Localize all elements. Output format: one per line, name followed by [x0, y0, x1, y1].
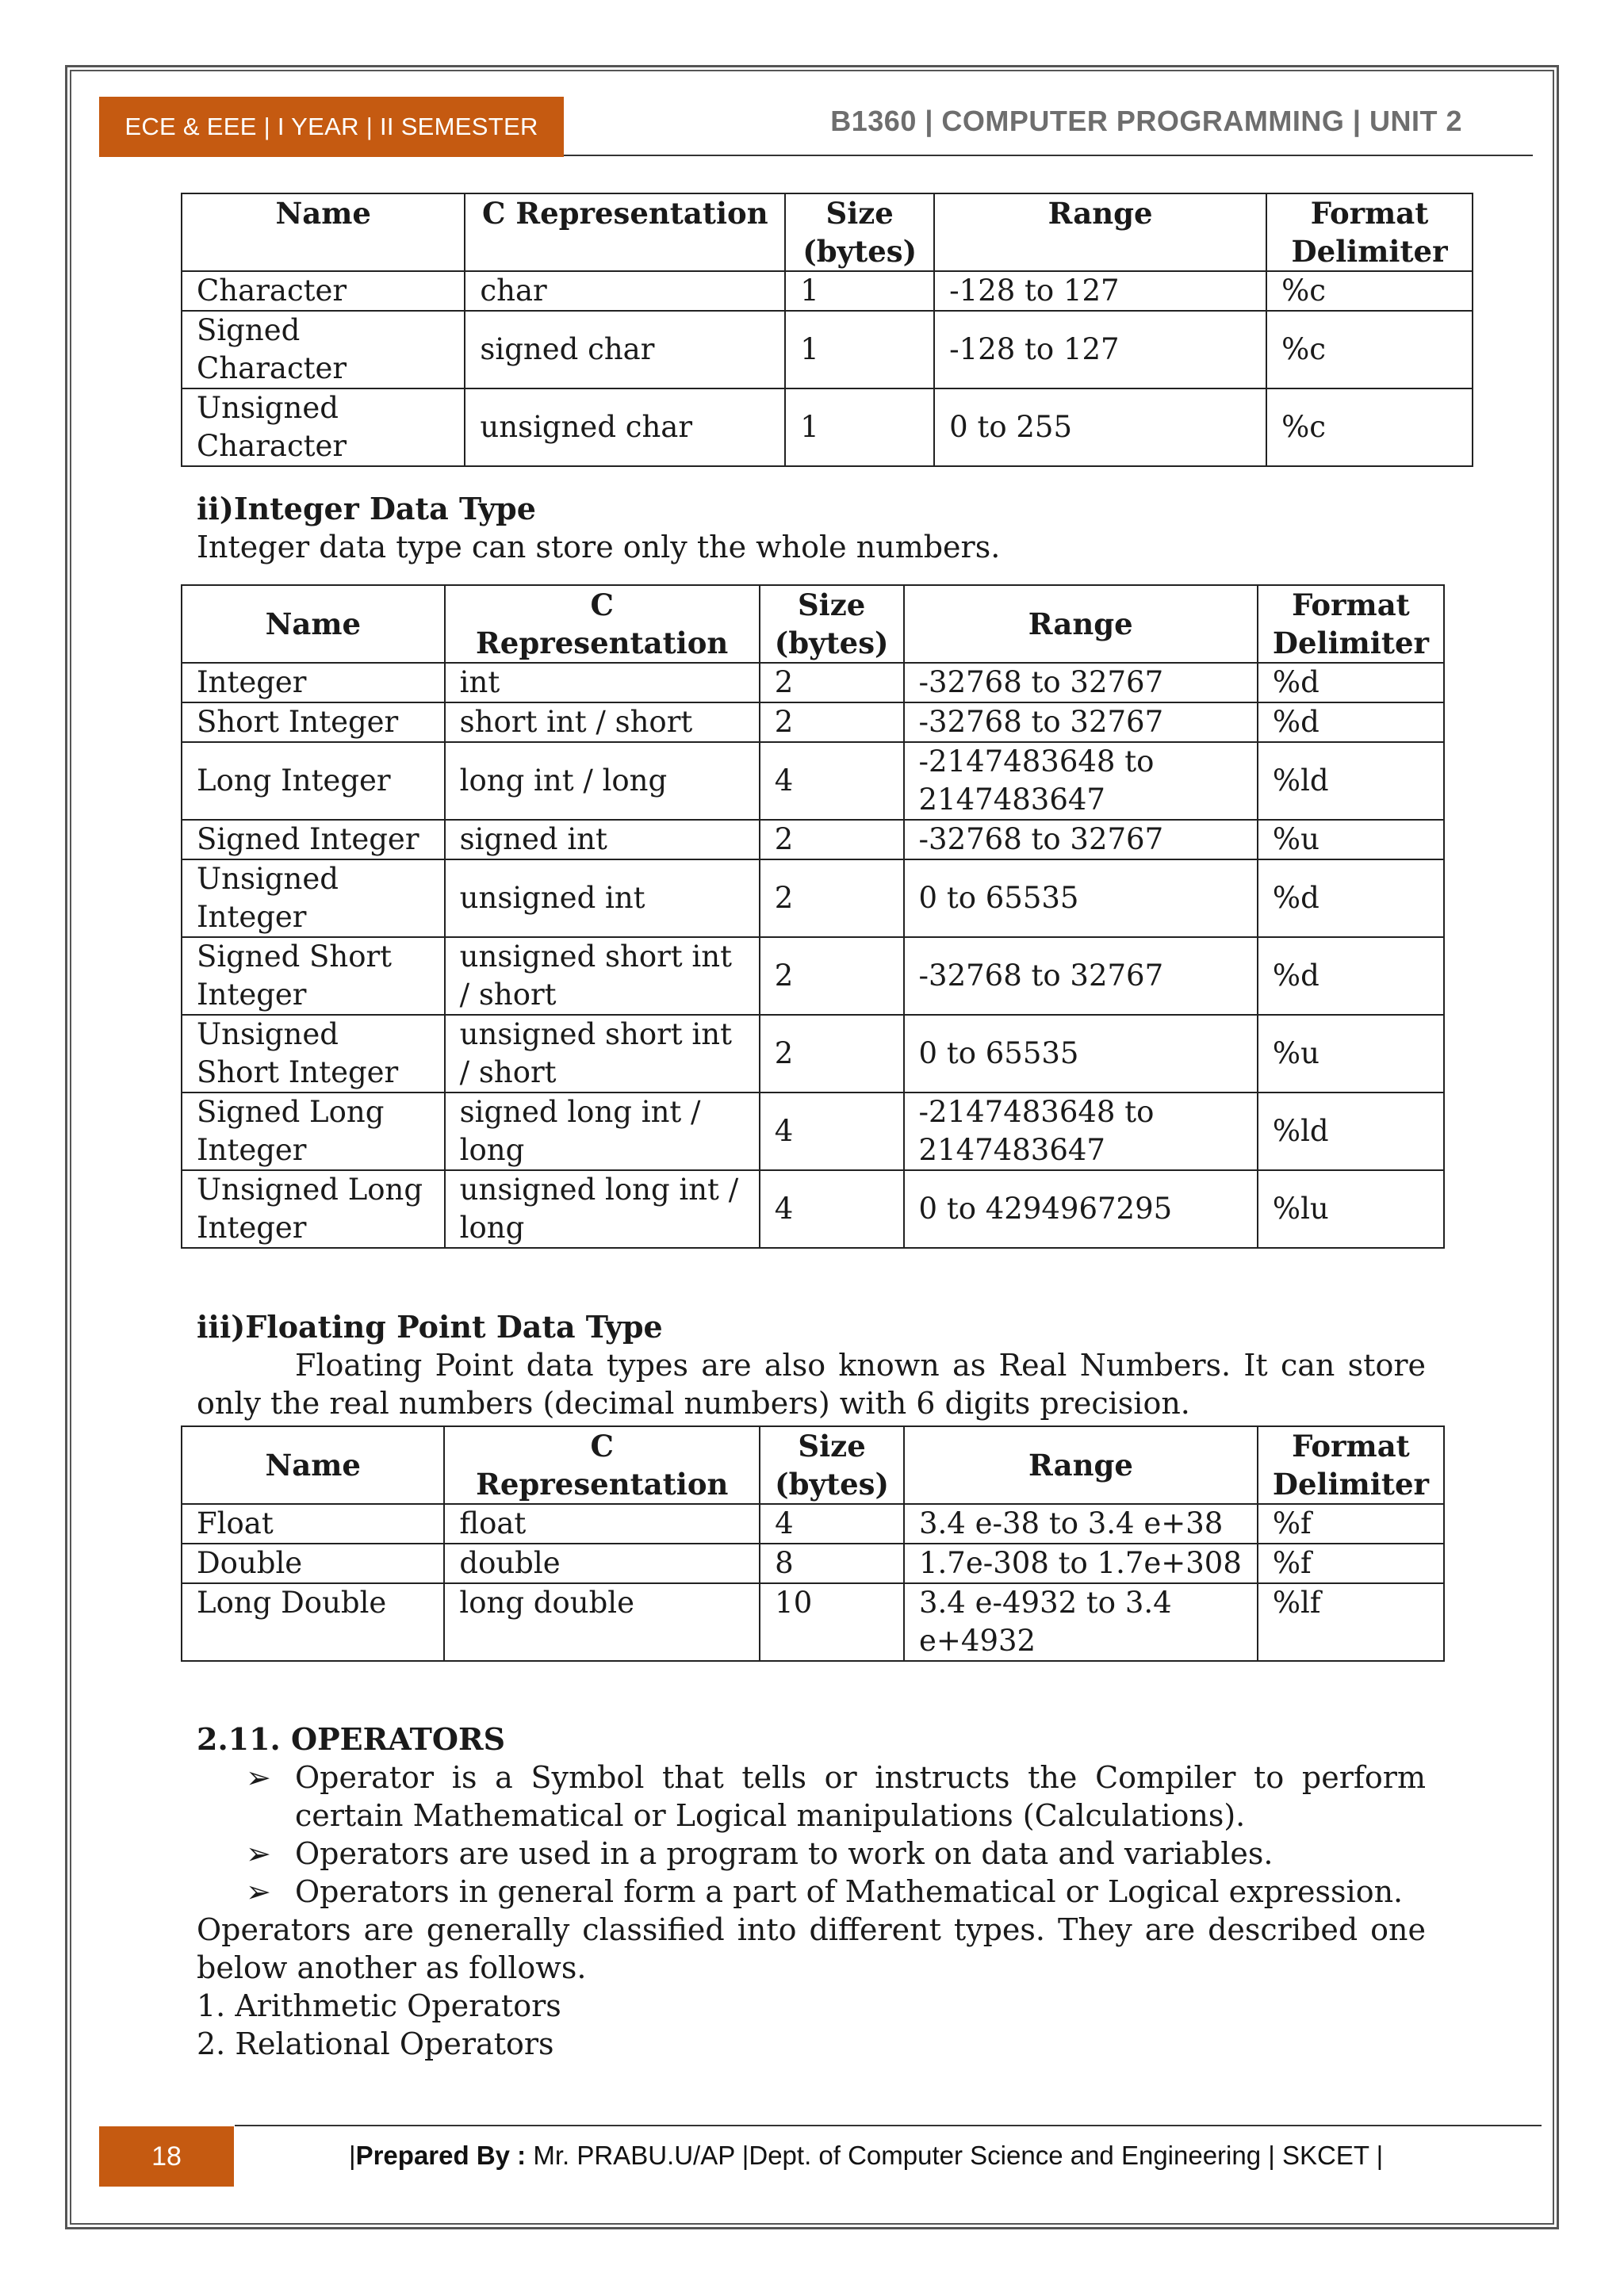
table-row — [182, 311, 1473, 388]
table-header-row — [182, 193, 1473, 271]
table-cell: long double — [444, 1583, 760, 1661]
arrow-bullet-icon: ➢ — [246, 1760, 271, 1795]
table-cell: -128 to 127 — [934, 311, 1266, 388]
table-row — [182, 742, 1444, 820]
operator-type-item: 2. Relational Operators — [197, 2026, 554, 2061]
table-cell: Long Integer — [182, 742, 445, 820]
table-cell: 1 — [785, 388, 934, 466]
table-cell: double — [444, 1544, 760, 1583]
table-cell: 4 — [760, 1504, 904, 1544]
column-header: Name — [182, 193, 465, 271]
footer-credits — [349, 2141, 1383, 2171]
operators-bullet-list — [197, 1758, 1426, 1911]
table-cell: signed int — [445, 820, 760, 859]
table-cell: %d — [1258, 663, 1444, 702]
column-header: Size (bytes) — [760, 1426, 904, 1504]
column-header: Name — [182, 1426, 444, 1504]
table-cell: 2 — [760, 859, 904, 937]
header-subject-title: B1360 | COMPUTER PROGRAMMING | UNIT 2 — [830, 105, 1462, 137]
table-cell: 2 — [760, 1015, 904, 1093]
header-rule — [564, 155, 1533, 156]
footer-prefix: | — [349, 2141, 356, 2170]
table-cell: %c — [1266, 311, 1473, 388]
table-cell: %lu — [1258, 1170, 1444, 1248]
table-cell: Unsigned Long Integer — [182, 1170, 445, 1248]
table-row — [182, 1093, 1444, 1170]
list-item — [197, 1835, 1426, 1873]
header-course-badge: ECE & EEE | I YEAR | II SEMESTER — [99, 97, 564, 157]
arrow-bullet-icon: ➢ — [246, 1874, 271, 1909]
table-cell: 0 to 255 — [934, 388, 1266, 466]
table-cell: 1 — [785, 311, 934, 388]
column-header: Range — [934, 193, 1266, 271]
table-cell: -32768 to 32767 — [904, 820, 1258, 859]
table-row — [182, 1015, 1444, 1093]
table-cell: 8 — [760, 1544, 904, 1583]
table-cell: char — [465, 271, 785, 311]
table-cell: int — [445, 663, 760, 702]
table-cell: Signed Long Integer — [182, 1093, 445, 1170]
table-cell: 0 to 65535 — [904, 859, 1258, 937]
table-cell: Short Integer — [182, 702, 445, 742]
table-cell: 1 — [785, 271, 934, 311]
table-cell: signed char — [465, 311, 785, 388]
integer-data-type-table — [181, 584, 1445, 1249]
table-row — [182, 859, 1444, 937]
operators-paragraph: Operators are generally classified into different types. They are described one below another as follows. — [197, 1912, 1426, 1985]
table-row — [182, 1544, 1444, 1583]
column-header: Range — [904, 1426, 1258, 1504]
table-cell: 4 — [760, 1093, 904, 1170]
table-cell: float — [444, 1504, 760, 1544]
table-cell: short int / short — [445, 702, 760, 742]
table-cell: %f — [1258, 1504, 1444, 1544]
table-cell: 3.4 e-38 to 3.4 e+38 — [904, 1504, 1258, 1544]
column-header: Size (bytes) — [785, 193, 934, 271]
table-cell: Unsigned Short Integer — [182, 1015, 445, 1093]
table-cell: 2 — [760, 820, 904, 859]
table-cell: %d — [1258, 937, 1444, 1015]
list-item — [197, 1873, 1426, 1911]
operators-heading: 2.11. OPERATORS — [197, 1721, 506, 1757]
table-cell: %u — [1258, 820, 1444, 859]
operator-type-item: 1. Arithmetic Operators — [197, 1988, 561, 2023]
table-cell: -32768 to 32767 — [904, 702, 1258, 742]
table-cell: %c — [1266, 388, 1473, 466]
table-cell: -2147483648 to 2147483647 — [904, 742, 1258, 820]
bullet-text: Operators in general form a part of Mathematical or Logical expression. — [295, 1874, 1404, 1909]
column-header: Size (bytes) — [760, 585, 904, 663]
table-cell: -2147483648 to 2147483647 — [904, 1093, 1258, 1170]
table-row — [182, 702, 1444, 742]
table-cell: -32768 to 32767 — [904, 937, 1258, 1015]
footer-prepared-label: Prepared By : — [355, 2141, 527, 2170]
table-cell: unsigned char — [465, 388, 785, 466]
page-number: 18 — [99, 2126, 234, 2187]
table-cell: Long Double — [182, 1583, 444, 1661]
table-cell: Signed Short Integer — [182, 937, 445, 1015]
table-cell: %d — [1258, 702, 1444, 742]
table-cell: Unsigned Integer — [182, 859, 445, 937]
table-cell: %c — [1266, 271, 1473, 311]
bullet-text: Operators are used in a program to work on data and variables. — [295, 1836, 1274, 1871]
table-row — [182, 1170, 1444, 1248]
list-item — [197, 1758, 1426, 1835]
table-cell: %f — [1258, 1544, 1444, 1583]
table-cell: 2 — [760, 702, 904, 742]
table-cell: %ld — [1258, 1093, 1444, 1170]
operators-section — [197, 1720, 1426, 2063]
column-header: C Representation — [445, 585, 760, 663]
table-cell: -32768 to 32767 — [904, 663, 1258, 702]
table-row — [182, 1504, 1444, 1544]
table-cell: Signed Integer — [182, 820, 445, 859]
floating-section-intro — [197, 1308, 1426, 1422]
table-header-row — [182, 585, 1444, 663]
table-cell: %u — [1258, 1015, 1444, 1093]
floating-heading: iii)Floating Point Data Type — [197, 1309, 663, 1345]
table-cell: 2 — [760, 663, 904, 702]
table-row — [182, 271, 1473, 311]
table-cell: 0 to 4294967295 — [904, 1170, 1258, 1248]
table-header-row — [182, 1426, 1444, 1504]
integer-description: Integer data type can store only the whole numbers. — [197, 530, 1001, 564]
table-cell: unsigned long int / long — [445, 1170, 760, 1248]
column-header: Format Delimiter — [1258, 585, 1444, 663]
column-header: Format Delimiter — [1266, 193, 1473, 271]
integer-section-intro — [197, 490, 1426, 566]
table-row — [182, 1583, 1444, 1661]
integer-heading: ii)Integer Data Type — [197, 491, 536, 526]
column-header: Name — [182, 585, 445, 663]
table-cell: 2 — [760, 937, 904, 1015]
table-cell: Integer — [182, 663, 445, 702]
table-cell: Unsigned Character — [182, 388, 465, 466]
table-cell: Signed Character — [182, 311, 465, 388]
table-cell: unsigned short int / short — [445, 1015, 760, 1093]
table-cell: Character — [182, 271, 465, 311]
table-row — [182, 663, 1444, 702]
column-header: Format Delimiter — [1258, 1426, 1444, 1504]
character-data-type-table — [181, 193, 1473, 467]
table-row — [182, 388, 1473, 466]
table-cell: 10 — [760, 1583, 904, 1661]
table-cell: %d — [1258, 859, 1444, 937]
footer-rule — [235, 2125, 1542, 2126]
bullet-text: Operator is a Symbol that tells or instructs the Compiler to perform certain Mathematical or Logical manipulations (Calculations). — [295, 1760, 1426, 1833]
table-row — [182, 820, 1444, 859]
table-cell: unsigned short int / short — [445, 937, 760, 1015]
table-cell: 3.4 e-4932 to 3.4 e+4932 — [904, 1583, 1258, 1661]
table-cell: 4 — [760, 742, 904, 820]
column-header: C Representation — [444, 1426, 760, 1504]
table-cell: Float — [182, 1504, 444, 1544]
table-cell: %ld — [1258, 742, 1444, 820]
table-cell: 0 to 65535 — [904, 1015, 1258, 1093]
table-cell: unsigned int — [445, 859, 760, 937]
table-cell: %lf — [1258, 1583, 1444, 1661]
table-cell: 4 — [760, 1170, 904, 1248]
table-cell: Double — [182, 1544, 444, 1583]
arrow-bullet-icon: ➢ — [246, 1836, 271, 1871]
floating-point-data-type-table — [181, 1425, 1445, 1662]
table-cell: -128 to 127 — [934, 271, 1266, 311]
table-cell: 1.7e-308 to 1.7e+308 — [904, 1544, 1258, 1583]
column-header: C Representation — [465, 193, 785, 271]
table-cell: signed long int / long — [445, 1093, 760, 1170]
footer-details: Mr. PRABU.U/AP |Dept. of Computer Science and Engineering | SKCET | — [526, 2141, 1384, 2170]
table-cell: long int / long — [445, 742, 760, 820]
table-row — [182, 937, 1444, 1015]
floating-description: Floating Point data types are also known as Real Numbers. It can store only the real numbers (decimal numbers) with 6 digits precision. — [197, 1348, 1426, 1421]
column-header: Range — [904, 585, 1258, 663]
